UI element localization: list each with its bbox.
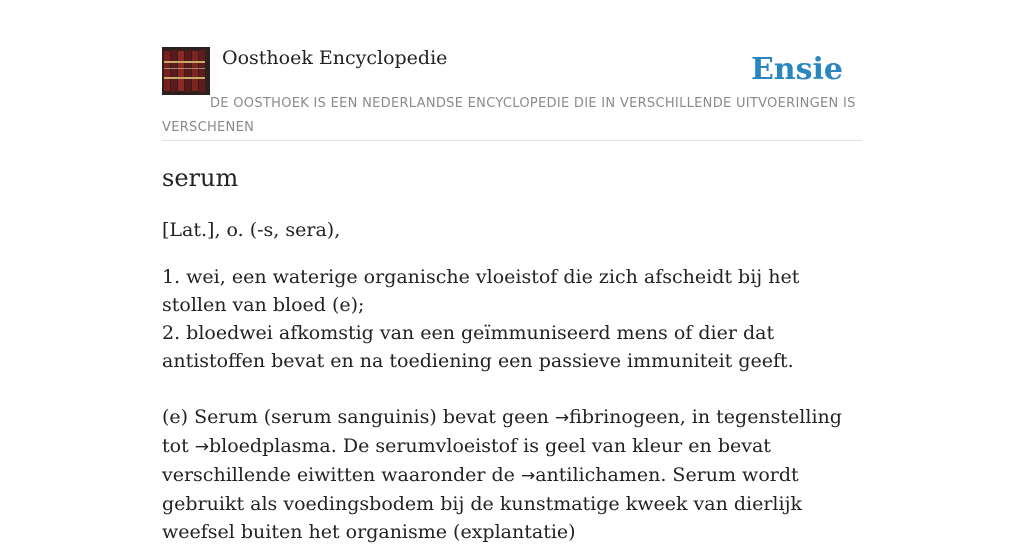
arrow-right-icon: → — [554, 408, 570, 428]
xref-bloedplasma[interactable]: →bloedplasma — [194, 435, 331, 457]
note-text: , in tegenstelling tot — [162, 406, 842, 457]
note-text: . Serum wordt gebruikt als voedingsbodem bij de kunstmatige kweek van dierlijk weefsel buiten het organisme (explantatie) — [162, 464, 802, 543]
xref-fibrinogeen[interactable]: →fibrinogeen — [554, 406, 680, 428]
definitions — [162, 263, 862, 375]
arrow-right-icon: → — [194, 437, 209, 457]
note-text: . De serumvloeistof is geel van kleur en bevat verschillende eiwitten waaronder de — [162, 435, 771, 486]
definition-1: 1. wei, een waterige organische vloeistof die zich afscheidt bij het stollen van bloed (e); — [162, 266, 800, 316]
xref-antilichamen[interactable]: →antilichamen — [520, 464, 661, 486]
encyclopedic-note — [162, 403, 862, 546]
ensie-logo-link[interactable]: Ensie — [750, 52, 843, 87]
entry-term: serum — [162, 164, 239, 192]
note-text: (e) Serum (serum sanguinis) bevat geen — [162, 406, 555, 428]
site-header — [162, 46, 862, 141]
arrow-right-icon: → — [520, 466, 536, 486]
site-description: DE OOSTHOEK IS EEN NEDERLANDSE ENCYCLOPEDIE DIE IN VERSCHILLENDE UITVOERINGEN IS VERSCHENEN — [162, 96, 856, 135]
definition-2: 2. bloedwei afkomstig van een geïmmuniseerd mens of dier dat antistoffen bevat en na toediening een passieve immuniteit geeft. — [162, 322, 794, 372]
site-title[interactable]: Oosthoek Encyclopedie — [222, 47, 448, 69]
site-avatar[interactable] — [162, 47, 210, 95]
book-spines-icon — [162, 47, 210, 95]
grammar-info: [Lat.], o. (-s, sera), — [162, 219, 341, 241]
